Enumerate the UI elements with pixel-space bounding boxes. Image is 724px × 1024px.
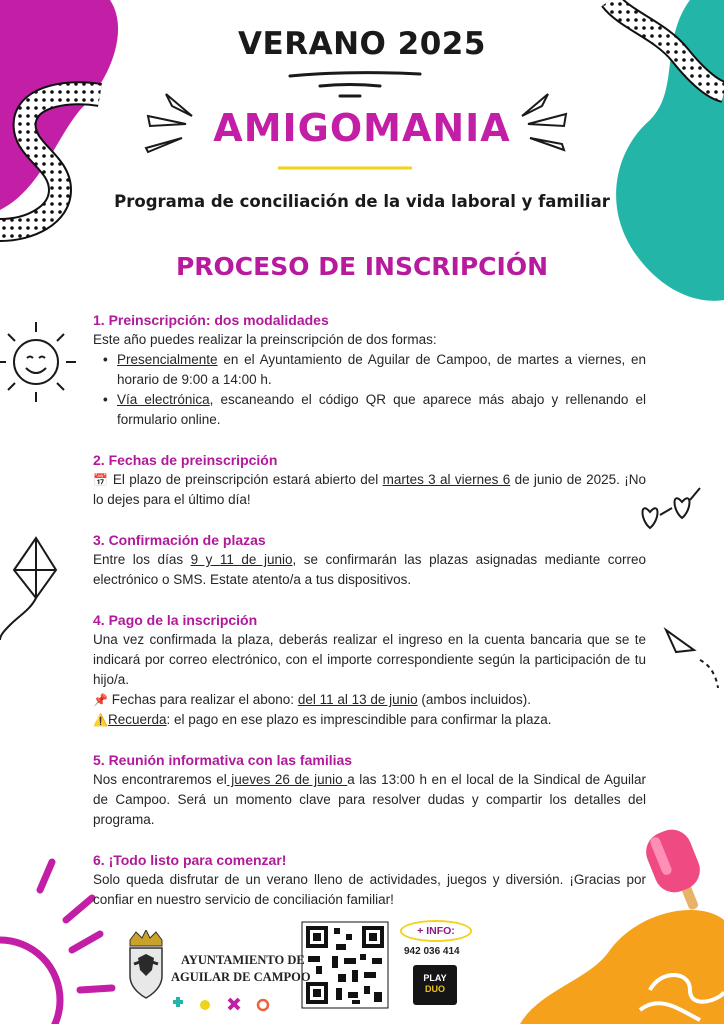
phone-number: 942 036 414 [404, 946, 460, 957]
section-4-p2-post: (ambos incluidos). [417, 692, 531, 707]
section-3-pre: Entre los días [93, 552, 191, 567]
qr-code [302, 922, 388, 1008]
section-4-p2-underlined: del 11 al 13 de junio [297, 692, 418, 707]
list-item [93, 390, 646, 430]
section-4-p2 [93, 690, 646, 710]
page-heading: PROCESO DE INSCRIPCIÓN [175, 252, 549, 281]
title-top: VERANO 2025 [238, 26, 486, 62]
section-4-p1: Una vez confirmada la plaza, deberás realizar el ingreso en la cuenta bancaria que se te indicará por correo electrónico, con el importe correspondiente según la participación de tu hijo/a. [93, 632, 646, 687]
section-2-underlined: martes 3 al viernes 6 [382, 472, 511, 487]
section-2-title: 2. Fechas de preinscripción [93, 452, 278, 468]
section-1 [93, 310, 646, 430]
pin-icon: 📌 [93, 693, 108, 707]
paper-plane-doodle [666, 630, 718, 688]
section-5-title: 5. Reunión informativa con las familias [93, 752, 353, 768]
section-5-text [93, 770, 646, 830]
section-5-underlined: jueves 26 de junio [226, 772, 348, 787]
section-1-intro: Este año puedes realizar la preinscripción de dos formas: [93, 332, 437, 347]
playduo-play: PLAY [423, 973, 447, 983]
section-2-text [93, 470, 646, 510]
section-3-title: 3. Confirmación de plazas [93, 532, 266, 548]
section-6-title: 6. ¡Todo listo para comenzar! [93, 852, 287, 868]
section-1-list [93, 350, 646, 430]
section-5 [93, 750, 646, 830]
playduo-logo [413, 965, 457, 1005]
title-underline [290, 73, 420, 76]
title-main: AMIGOMANIA [213, 106, 511, 150]
warning-icon: ⚠️ [93, 713, 108, 727]
section-2-pre: El plazo de preinscripción estará abierto del [108, 472, 383, 487]
section-1-title: 1. Preinscripción: dos modalidades [93, 312, 329, 328]
section-3 [93, 530, 646, 590]
section-5-pre: Nos encontraremos el [93, 772, 227, 787]
section-4-p2-pre: Fechas para realizar el abono: [107, 692, 298, 707]
section-4-title: 4. Pago de la inscripción [93, 612, 258, 628]
ayuntamiento-line-2: AGUILAR DE CAMPOO [171, 970, 311, 984]
kite-doodle [0, 538, 56, 640]
coat-of-arms-icon [124, 930, 168, 1000]
subtitle: Programa de conciliación de la vida laboral y familiar [114, 192, 610, 211]
info-label: + INFO: [400, 920, 472, 942]
popsicle-doodle [640, 824, 706, 911]
section-4 [93, 610, 646, 730]
section-3-post: , se confirmarán las plazas asignadas mediante correo electrónico o SMS. Estate atento/a a tus dispositivos. [93, 552, 646, 587]
sun-doodle [0, 322, 76, 402]
section-6-text: Solo queda disfrutar de un verano lleno de actividades, juegos y diversión. ¡Gracias por confiar en nuestro servicio de conciliación familiar! [93, 872, 646, 907]
list-item [93, 350, 646, 390]
content [93, 310, 646, 930]
ayuntamiento-line-1: AYUNTAMIENTO DE [181, 953, 305, 967]
section-6 [93, 850, 646, 910]
section-5-post: a las 13:00 h en el local de la Sindical de Aguilar de Campoo. Será un momento clave para resolver dudas y compartir los detalles del programa. [93, 772, 646, 827]
section-2 [93, 450, 646, 510]
section-2-post: de junio de 2025. ¡No lo dejes para el último día! [93, 472, 646, 507]
heart-sunglasses-doodle [643, 488, 701, 528]
bullet-1-text: en el Ayuntamiento de Aguilar de Campoo, de martes a viernes, en horario de 9:00 a 14:00 h. [117, 352, 646, 387]
section-3-underlined: 9 y 11 de junio [190, 552, 293, 567]
section-4-p3 [93, 710, 646, 730]
section-3-text [93, 550, 646, 590]
section-4-p3-underlined: Recuerda [107, 712, 167, 727]
calendar-icon: 📅 [93, 473, 109, 487]
bullet-1-underlined: Presencialmente [117, 352, 218, 367]
playduo-duo: DUO [425, 984, 445, 994]
section-4-p3-post: : el pago en ese plazo es imprescindible para confirmar la plaza. [166, 712, 552, 727]
bullet-2-underlined: Vía electrónica [117, 392, 210, 407]
bullet-2-text: , escaneando el código QR que aparece más abajo y rellenando el formulario online. [117, 392, 646, 427]
footer-symbols [173, 997, 268, 1010]
ayuntamiento-name [171, 952, 311, 986]
